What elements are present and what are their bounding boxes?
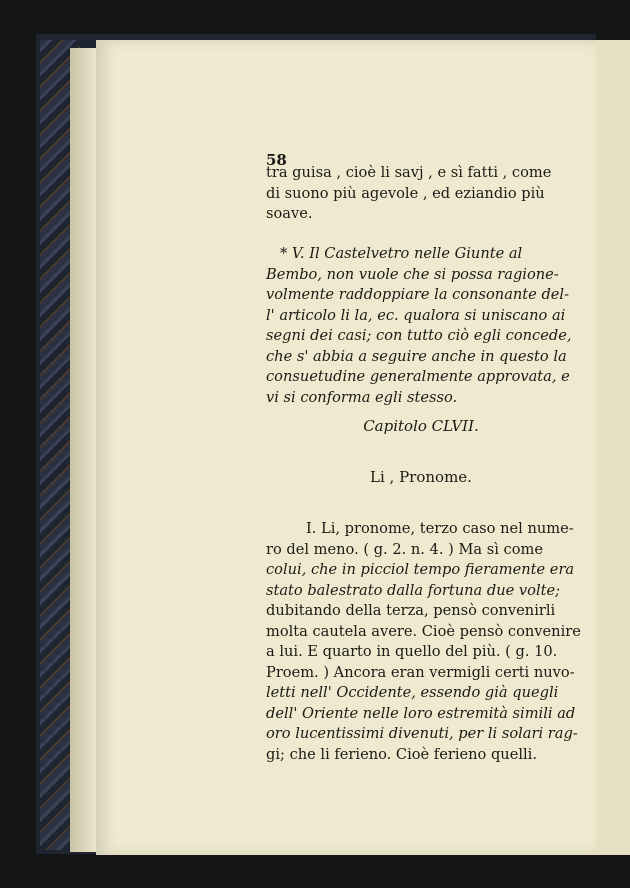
facing-page-edge xyxy=(596,40,630,855)
text-line: colui, che in picciol tempo fieramente era xyxy=(266,561,575,578)
body-paragraph xyxy=(266,520,581,766)
text-line: I. Li, pronome, terzo caso nel nume- xyxy=(306,520,574,537)
text-line: dubitando della terza, pensò convenirli xyxy=(266,602,556,619)
text-line: Proem. ) Ancora eran vermigli certi nuvo- xyxy=(266,663,575,681)
text-line: gi; che li ferieno. Cioè ferieno quelli. xyxy=(266,745,537,763)
text-line: che s' abbia a seguire anche in questo la xyxy=(266,347,567,365)
text-line: Bembo, non vuole che si possa ragione- xyxy=(266,265,559,283)
text-line: tra guisa , cioè li savj , e sì fatti , come xyxy=(266,164,552,181)
text-line: dell' Oriente nelle loro estremità simili ad xyxy=(266,704,576,722)
text-line: stato balestrato dalla fortuna due volte; xyxy=(266,581,561,599)
page-number: 58 xyxy=(266,151,287,169)
text-line: oro lucentissimi divenuti, per li solari rag- xyxy=(266,725,578,742)
text-line: * V. Il Castelvetro nelle Giunte al xyxy=(280,245,523,262)
text-line: consuetudine generalmente approvata, e xyxy=(266,368,570,385)
opening-paragraph xyxy=(266,164,576,226)
text-line: molta cautela avere. Cioè pensò convenire xyxy=(266,622,581,640)
text-line: letti nell' Occidente, essendo già quegli xyxy=(266,684,559,701)
chapter-title: Capitolo CLVII. xyxy=(363,417,479,435)
text-line: l' articolo li la, ec. qualora si uniscano ai xyxy=(266,306,566,324)
text-line: ro del meno. ( g. 2. n. 4. ) Ma sì come xyxy=(266,540,543,558)
text-line: vi si conforma egli stesso. xyxy=(266,388,458,406)
text-line: segni dei casi; con tutto ciò egli concede, xyxy=(266,327,572,344)
note-paragraph xyxy=(266,245,576,409)
text-line: soave. xyxy=(266,205,313,222)
text-line: volmente raddoppiare la consonante del- xyxy=(266,286,570,303)
text-line: di suono più agevole , ed eziandio più xyxy=(266,184,545,202)
chapter-subtitle: Li , Pronome. xyxy=(370,468,472,486)
text-line: a lui. E quarto in quello del più. ( g. 10. xyxy=(266,643,558,660)
